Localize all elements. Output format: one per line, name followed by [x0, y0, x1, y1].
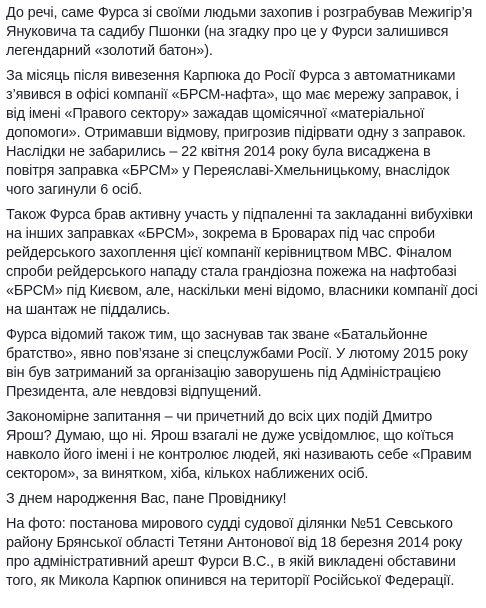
paragraph-mezhyhirya: До речі, саме Фурса зі своїми людьми захопив і розграбував Межигір’я Януковича та садибу Пшонки (на згадку про це у Фурси залишився легендарний «золотий батон»).	[6, 5, 473, 59]
paragraph-brsm-extortion: За місяць після вивезення Карпюка до Росії Фурса з автоматниками з’явився в офісі компанії «БРСМ-нафта», що має мережу заправок, і від імені «Правого сектору» зажадав щомісячної «матеріальної допомоги». Отримавши відмову, пригрозив підірвати одну з заправок. Наслідки не забарились – 22 квітня 2014 року була висаджена в повітря заправка «БРСМ» у Переяславі-Хмельницькому, внаслідок чого загинули 6 осіб.	[6, 68, 466, 198]
paragraph-yarosh-question: Закономірне запитання – чи причетний до всіх цих подій Дмитро Ярош? Думаю, що ні. Ярош взагалі не дуже усвідомлює, що коїться навколо його імені і не контролює людей, які називають себе «Правим сектором», за винятком, хіба, кількох наближених осіб.	[6, 409, 472, 482]
paragraph-battalion-brotherhood: Фурса відомий також тим, що заснував так зване «Батальйонне братство», явно пов’язане зі спецслужбами Росії. У лютому 2015 року він був затриманий за організацію заворушень під Адміністрацією Президента, але невдовзі відпущений.	[6, 327, 468, 400]
paragraph-arson: Також Фурса брав активну участь у підпаленні та закладанні вибухівки на інших заправках «БРСМ», зокрема в Броварах під час спроби рейдерського захоплення цієї компанії керівництвом МВС. Фіналом спроби рейдерського нападу стала грандіозна пожежа на нафтобазі «БРСМ» під Києвом, але, наскільки мені відомо, власники компанії досі на шантаж не піддались.	[6, 207, 478, 318]
paragraph-birthday: З днем народження Вас, пане Провіднику!	[6, 491, 287, 507]
paragraph-photo-caption: На фото: постанова мирового судді судової ділянки №51 Севського району Брянської області Тетяни Антонової від 18 березня 2014 року про адміністративний арешт Фурси В.С., в якій викладені обставини того, як Микола Карпюк опинився на території Російської Федерації.	[6, 516, 463, 589]
